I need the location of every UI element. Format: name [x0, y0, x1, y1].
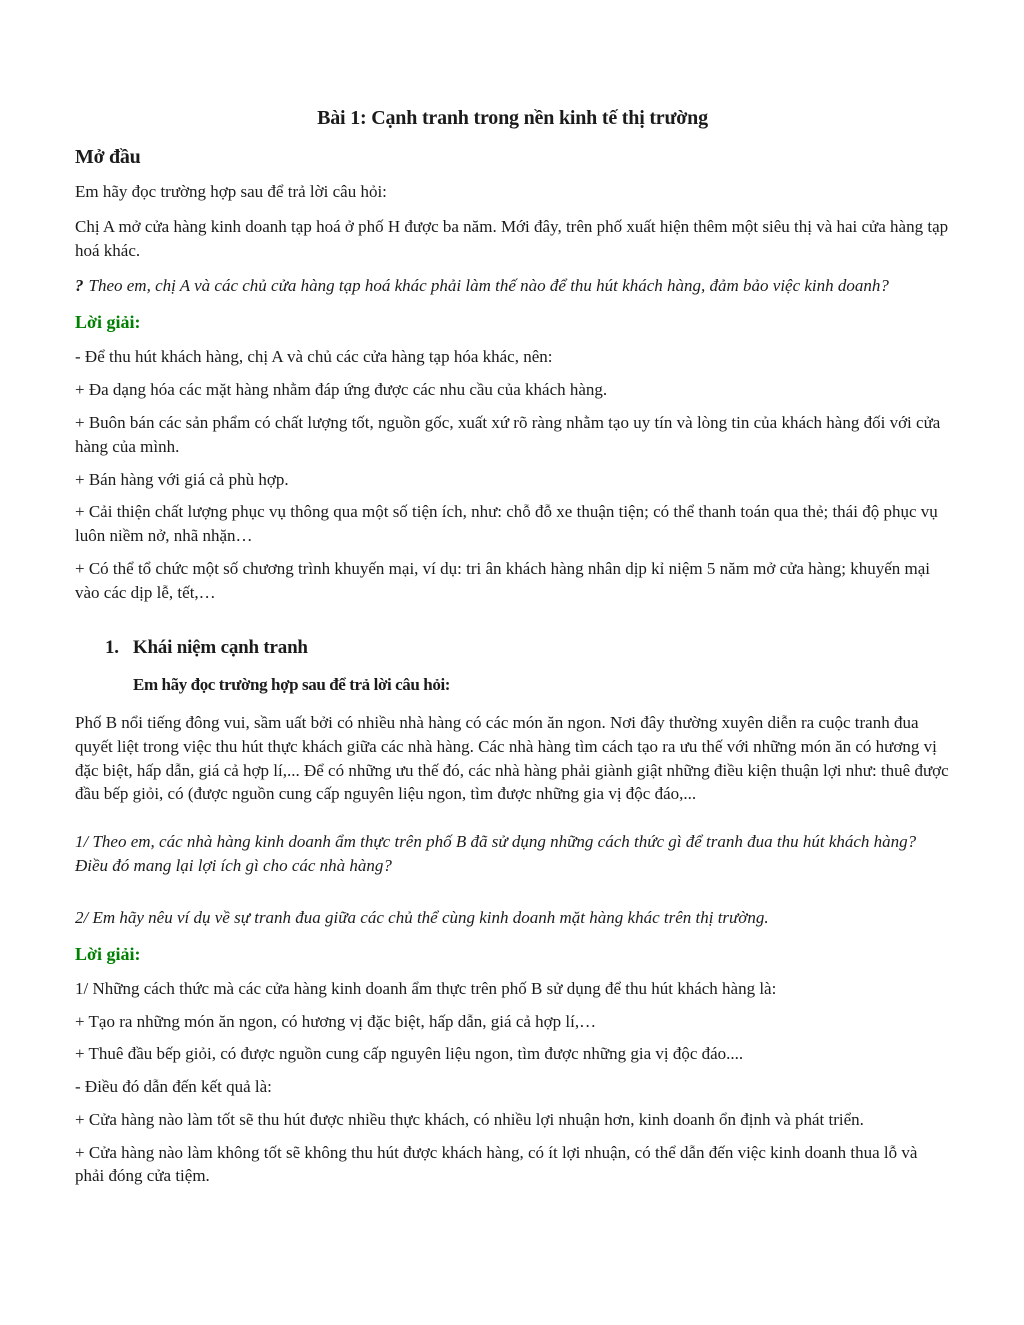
solution-line: + Cửa hàng nào làm không tốt sẽ không thu hút được khách hàng, có ít lợi nhuận, có thể dẫn đến việc kinh doanh thua lỗ và phải đóng cửa tiệm.: [75, 1142, 918, 1186]
section1-question-1: 1/ Theo em, các nhà hàng kinh doanh ẩm thực trên phố B đã sử dụng những cách thức gì để tranh đua thu hút khách hàng? Điều đó mang lại lợi ích gì cho các nhà hàng?: [75, 832, 917, 875]
solution-line: - Để thu hút khách hàng, chị A và chủ các cửa hàng tạp hóa khác, nên:: [75, 347, 553, 367]
question-mark: ?: [75, 276, 84, 296]
solution-line: - Điều đó dẫn đến kết quả là:: [75, 1077, 272, 1097]
section1-number: 1.: [105, 636, 119, 658]
solution-line: + Buôn bán các sản phẩm có chất lượng tốt, nguồn gốc, xuất xứ rõ ràng nhằm tạo uy tín và lòng tin của khách hàng đối với cửa hàng của mình.: [75, 412, 941, 456]
intro-solution-label: Lời giải:: [75, 312, 141, 333]
lesson-title: Bài 1: Cạnh tranh trong nền kinh tế thị trường: [317, 107, 708, 129]
section1-solution-label: Lời giải:: [75, 943, 141, 964]
solution-line: + Bán hàng với giá cả phù hợp.: [75, 469, 289, 489]
intro-reading-prompt: Em hãy đọc trường hợp sau để trả lời câu hỏi:: [75, 182, 387, 201]
solution-line: + Cửa hàng nào làm tốt sẽ thu hút được nhiều thực khách, có nhiều lợi nhuận hơn, kinh doanh ổn định và phát triển.: [75, 1109, 864, 1129]
solution-line: + Đa dạng hóa các mặt hàng nhằm đáp ứng được các nhu cầu của khách hàng.: [75, 380, 608, 400]
section1-heading: [75, 635, 950, 662]
solution-line: + Thuê đầu bếp giỏi, có được nguồn cung cấp nguyên liệu ngon, tìm được những gia vị độc đáo....: [75, 1044, 744, 1064]
intro-case-paragraph: Chị A mở cửa hàng kinh doanh tạp hoá ở phố H được ba năm. Mới đây, trên phố xuất hiện thêm một siêu thị và hai cửa hàng tạp hoá khác.: [75, 216, 949, 260]
intro-question-text: Theo em, chị A và các chủ cửa hàng tạp hoá khác phải làm thế nào để thu hút khách hàng, đảm bảo việc kinh doanh?: [88, 276, 889, 296]
solution-line: 1/ Những cách thức mà các cửa hàng kinh doanh ẩm thực trên phố B sử dụng để thu hút khách hàng là:: [75, 978, 777, 998]
solution-line: + Có thể tổ chức một số chương trình khuyến mại, ví dụ: tri ân khách hàng nhân dịp kỉ niệm 5 năm mở cửa hàng; khuyến mại vào các dịp lễ, tết,…: [75, 558, 930, 602]
section1-heading-text: Khái niệm cạnh tranh: [132, 636, 308, 658]
intro-question-paragraph: [75, 274, 950, 298]
solution-line: + Cải thiện chất lượng phục vụ thông qua một số tiện ích, như: chỗ đỗ xe thuận tiện; có thể thanh toán qua thẻ; thái độ phục vụ luôn niềm nở, nhã nhặn…: [75, 502, 938, 546]
intro-heading: Mở đầu: [75, 146, 141, 168]
solution-line: + Tạo ra những món ăn ngon, có hương vị đặc biệt, hấp dẫn, giá cả hợp lí,…: [75, 1011, 597, 1031]
section1-reading-prompt: Em hãy đọc trường hợp sau để trả lời câu hỏi:: [133, 675, 451, 695]
section1-case-paragraph: Phố B nổi tiếng đông vui, sầm uất bởi có nhiều nhà hàng có các món ăn ngon. Nơi đây thường xuyên diễn ra cuộc tranh đua quyết liệt trong việc thu hút thực khách giữa các nhà hàng. Các nhà hàng tìm cách tạo ra ưu thế với những món ăn có hương vị đặc biệt, hấp dẫn, giá cả hợp lí,... Để có những ưu thế đó, các nhà hàng phải giành giật những điều kiện thuận lợi như: thuê được đầu bếp giỏi, có (được nguồn cung cấp nguyên liệu ngon, tìm được những gia vị độc đáo,...: [75, 712, 949, 804]
section1-question-2: 2/ Em hãy nêu ví dụ về sự tranh đua giữa các chủ thể cùng kinh doanh mặt hàng khác trên thị trường.: [75, 907, 769, 927]
